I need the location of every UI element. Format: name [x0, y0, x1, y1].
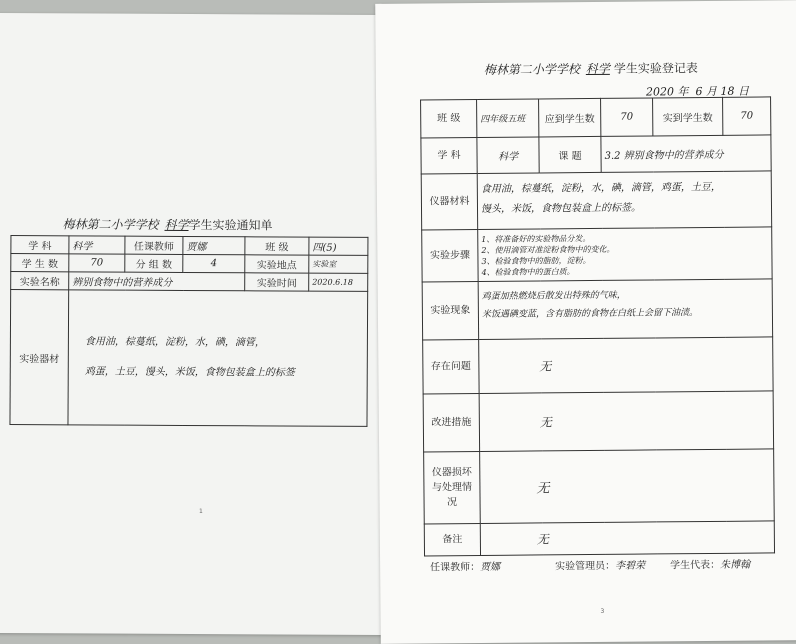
steps-line-2: 2、使用滴管对准淀粉食物中的变化。	[481, 244, 615, 255]
equipment-line-1: 食用油，棕蔓纸，淀粉，水，碘，滴管，	[84, 336, 265, 349]
label-students: 学 生 数	[11, 254, 69, 272]
value-topic: 3.2 辨别食物中的营养成分	[601, 135, 771, 172]
footer-student-label: 学生代表：	[670, 559, 721, 572]
value-phenomena	[478, 279, 772, 340]
label-equipment: 仪器材料	[421, 173, 477, 229]
value-students: 70	[69, 254, 125, 272]
value-class: 四年级五班	[477, 99, 539, 138]
footer-admin-name: 李碧荣	[615, 560, 646, 572]
label-steps: 实验步骤	[422, 229, 478, 281]
value-teacher: 贾娜	[183, 236, 245, 254]
footer-teacher	[430, 558, 500, 574]
footer-admin	[555, 557, 645, 573]
steps-line-1: 1、将准备好的实验物品分发。	[481, 234, 591, 244]
steps-line-3: 3、检验食物中的脂肪，淀粉。	[481, 256, 591, 266]
value-remarks: 无	[480, 521, 774, 556]
label-problems: 存在问题	[423, 339, 479, 393]
register-title	[484, 59, 698, 78]
value-subject: 科学	[69, 236, 125, 254]
notice-school: 梅林第二小学学校	[62, 217, 159, 232]
equipment-line-1: 食用油，棕蔓纸，淀粉，水，碘，滴管，鸡蛋，土豆，	[480, 181, 721, 195]
label-location: 实验地点	[245, 255, 309, 273]
footer-student	[670, 556, 750, 572]
label-subject: 学 科	[11, 236, 69, 254]
value-location: 实验室	[309, 255, 368, 273]
value-groups: 4	[183, 254, 245, 272]
label-class: 班 级	[245, 237, 309, 255]
phenomena-line-1: 鸡蛋加热燃烧后散发出特殊的气味，	[481, 290, 626, 302]
register-subject-handwritten: 科学	[585, 61, 610, 77]
label-exp-time: 实验时间	[245, 273, 309, 291]
value-actual: 70	[723, 97, 771, 135]
label-damage: 仪器损坏与处理情况	[424, 451, 481, 523]
steps-line-4: 4、检验食物中的蛋白质。	[481, 267, 575, 277]
value-subject: 科学	[477, 137, 539, 174]
value-exp-name: 辨别食物中的营养成分	[69, 272, 245, 291]
label-topic: 课 题	[539, 136, 601, 173]
label-equipment: 实验器材	[10, 290, 69, 425]
register-page-number: 3	[600, 607, 605, 615]
label-teacher: 任课教师	[125, 236, 183, 254]
notice-table	[9, 235, 368, 427]
register-school: 梅林第二小学学校	[483, 62, 580, 77]
footer-teacher-name: 贾娜	[480, 561, 501, 573]
value-class: 四(5)	[309, 237, 368, 255]
equipment-line-2: 馒头，米饭，食物包装盒上的标签。	[480, 202, 642, 215]
register-title-suffix: 学生实验登记表	[613, 61, 698, 76]
value-damage: 无	[480, 449, 775, 524]
label-groups: 分 组 数	[125, 254, 183, 272]
footer-student-name: 朱博翰	[720, 559, 751, 571]
label-improvements: 改进措施	[423, 393, 480, 451]
register-sheet	[375, 0, 796, 644]
label-subject: 学 科	[421, 137, 477, 173]
label-phenomena: 实验现象	[422, 281, 479, 339]
value-equipment	[68, 290, 368, 427]
label-expected: 应到学生数	[539, 98, 601, 137]
equipment-line-2: 鸡蛋，土豆，馒头，米饭，食物包装盒上的标签	[84, 366, 295, 379]
label-exp-name: 实验名称	[11, 272, 69, 290]
label-remarks: 备注	[424, 523, 480, 555]
value-improvements: 无	[479, 391, 773, 452]
footer-teacher-label: 任课教师：	[430, 561, 481, 574]
notice-title	[62, 215, 272, 233]
footer-admin-label: 实验管理员：	[555, 560, 616, 573]
notice-page-number: 1	[198, 508, 203, 516]
register-date: 2020 年 6 月 18 日	[645, 84, 750, 99]
label-class: 班 级	[421, 99, 477, 137]
register-table	[420, 96, 775, 556]
notice-sheet	[0, 13, 394, 635]
value-exp-time: 2020.6.18	[309, 273, 368, 291]
value-problems: 无	[479, 337, 773, 394]
value-expected: 70	[601, 98, 653, 136]
notice-title-suffix: 学生实验通知单	[188, 217, 273, 233]
label-actual: 实到学生数	[653, 97, 723, 136]
value-equipment	[477, 171, 771, 230]
phenomena-line-2: 米饭遇碘变蓝，含有脂肪的食物在白纸上会留下油渍。	[481, 308, 698, 320]
value-steps	[478, 227, 772, 282]
notice-subject-handwritten: 科学	[164, 217, 189, 232]
